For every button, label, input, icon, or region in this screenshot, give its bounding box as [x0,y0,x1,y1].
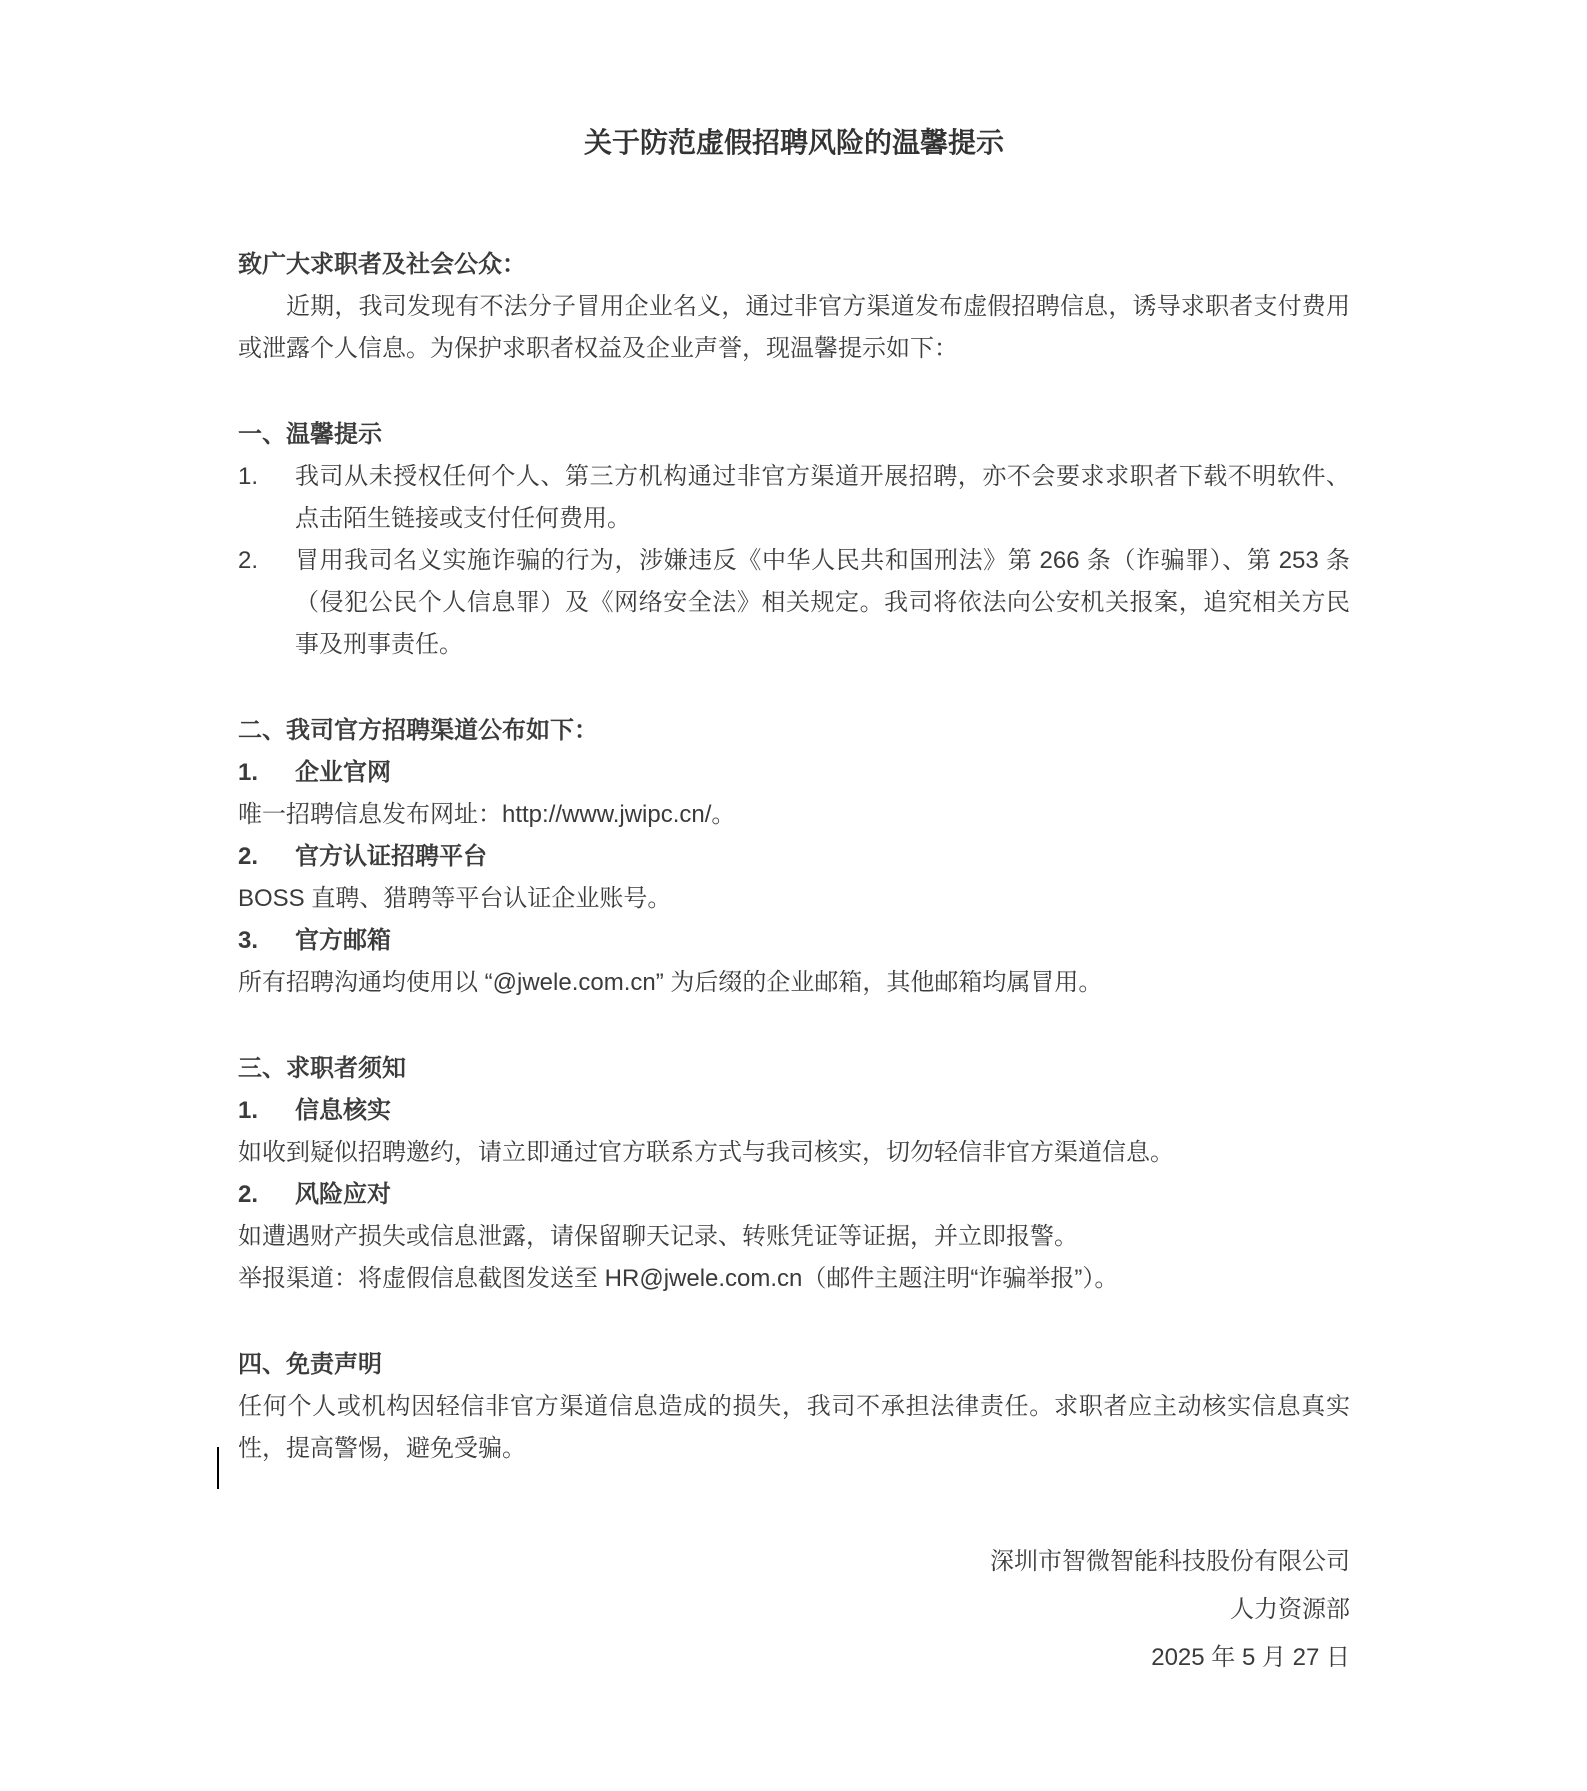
list-item-number: 1. [238,1097,259,1124]
body-paragraph-risk: 如遭遇财产损失或信息泄露，请保留聊天记录、转账凭证等证据，并立即报警。 [238,1223,1078,1250]
subsection-heading [238,920,1350,962]
section-heading-4: 四、免责声明 [238,1351,382,1378]
subsection-heading [238,836,1350,878]
list-item-text: 我司从未授权任何个人、第三方机构通过非官方渠道开展招聘，亦不会要求求职者下载不明软件、点击陌生链接或支付任何费用。 [295,463,1350,532]
list-item-number: 3. [238,927,259,954]
subsection-heading-label: 企业官网 [295,759,391,786]
list-item-number: 2. [238,1181,259,1208]
text-cursor [217,1447,219,1489]
body-paragraph-email: 所有招聘沟通均使用以 “@jwele.com.cn” 为后缀的企业邮箱，其他邮箱均属冒用。 [238,969,1103,996]
list-item-number: 1. [238,759,259,786]
list-item [238,456,1350,540]
list-item-number: 1. [238,463,259,490]
subsection-heading-label: 信息核实 [295,1097,391,1124]
subsection-heading [238,1090,1350,1132]
body-paragraph-platforms: BOSS 直聘、猎聘等平台认证企业账号。 [238,885,672,912]
subsection-heading [238,1174,1350,1216]
body-paragraph-disclaimer: 任何个人或机构因轻信非官方渠道信息造成的损失，我司不承担法律责任。求职者应主动核实信息真实性，提高警惕，避免受骗。 [238,1393,1350,1462]
signature-block [990,1538,1350,1682]
section-heading-1: 一、温馨提示 [238,421,382,448]
document-title: 关于防范虚假招聘风险的温馨提示 [583,127,1004,158]
list-item-number: 2. [238,547,259,574]
signature-department: 人力资源部 [1230,1596,1350,1623]
salutation: 致广大求职者及社会公众： [238,251,526,278]
body-paragraph-verify: 如收到疑似招聘邀约，请立即通过官方联系方式与我司核实，切勿轻信非官方渠道信息。 [238,1139,1174,1166]
list-item [238,540,1350,666]
subsection-heading [238,752,1350,794]
list-item-number: 2. [238,843,259,870]
section-heading-2: 二、我司官方招聘渠道公布如下： [238,717,598,744]
body-paragraph-report: 举报渠道：将虚假信息截图发送至 HR@jwele.com.cn（邮件主题注明“诈骗举报”）。 [238,1265,1119,1292]
signature-date: 2025 年 5 月 27 日 [1151,1644,1350,1671]
subsection-heading-label: 官方认证招聘平台 [295,843,487,870]
subsection-heading-label: 风险应对 [295,1181,391,1208]
list-item-text: 冒用我司名义实施诈骗的行为，涉嫌违反《中华人民共和国刑法》第 266 条（诈骗罪）、第 253 条（侵犯公民个人信息罪）及《网络安全法》相关规定。我司将依法向公安机关报案，追究相关方民事及刑事责任。 [295,547,1350,658]
intro-paragraph: 近期，我司发现有不法分子冒用企业名义，通过非官方渠道发布虚假招聘信息，诱导求职者支付费用或泄露个人信息。为保护求职者权益及企业声誉，现温馨提示如下： [238,293,1350,362]
signature-company: 深圳市智微智能科技股份有限公司 [990,1548,1350,1575]
section-heading-3: 三、求职者须知 [238,1055,406,1082]
body-paragraph-website: 唯一招聘信息发布网址：http://www.jwipc.cn/。 [238,801,736,828]
subsection-heading-label: 官方邮箱 [295,927,391,954]
